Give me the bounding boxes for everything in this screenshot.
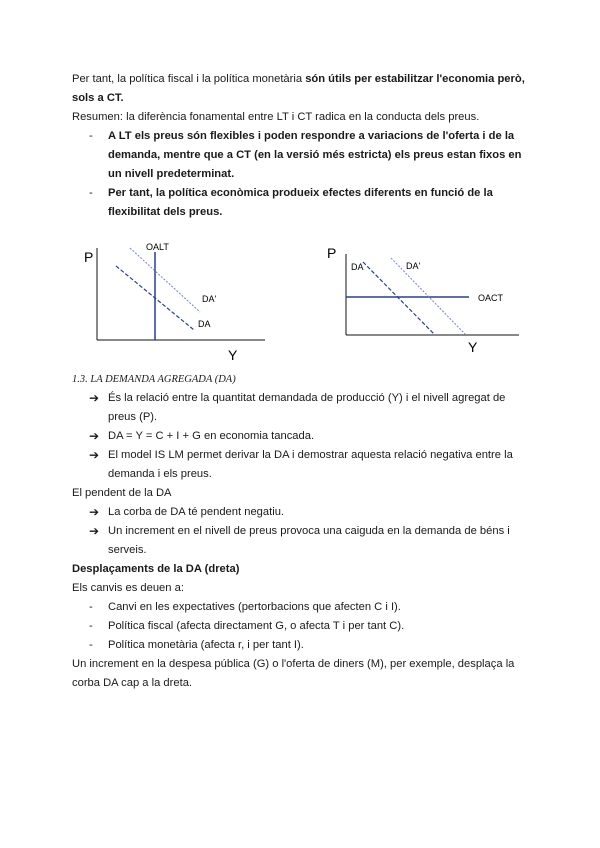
y-axis-label: P bbox=[84, 249, 94, 265]
x-axis-label: Y bbox=[468, 339, 478, 355]
supply-label: OACT bbox=[478, 293, 504, 303]
causes-intro: Els canvis es deuen a: bbox=[72, 582, 184, 594]
slope-heading: El pendent de la DA bbox=[72, 487, 172, 499]
list-item: ➔ La corba de DA té pendent negatiu. bbox=[72, 503, 532, 522]
closing-paragraph: Un increment en la despesa pública (G) o l'oferta de diners (M), per exemple, desplaça la corba DA cap a la dreta. bbox=[72, 658, 515, 689]
list-item: ➔ DA = Y = C + I + G en economia tancada. bbox=[72, 427, 532, 446]
curve-da-shifted-label: DA' bbox=[202, 294, 217, 304]
list-item: - Política monetària (afecta r, i per tant I). bbox=[72, 636, 532, 655]
graph-short-term bbox=[327, 240, 532, 368]
arrow-right-icon: ➔ bbox=[89, 524, 100, 538]
section-title: 1.3. LA DEMANDA AGREGADA (DA) bbox=[72, 374, 236, 385]
document-page bbox=[72, 70, 532, 693]
list-item: - Per tant, la política econòmica produeix efectes diferents en funció de la flexibilitat dels preus. bbox=[72, 184, 532, 222]
arrow-right-icon: ➔ bbox=[89, 448, 100, 462]
curve-da-shifted bbox=[130, 248, 200, 312]
graphs-row bbox=[72, 240, 532, 368]
curve-da-shifted-label: DA' bbox=[406, 261, 421, 271]
list-item: - A LT els preus són flexibles i poden respondre a variacions de l'oferta i de la demanda, mentre que a CT (en la versió més estricta) els preus estan fixos en un nivell predeterminat. bbox=[72, 127, 532, 184]
curve-da bbox=[363, 262, 435, 335]
summary-paragraph: Resumen: la diferència fonamental entre LT i CT radica en la conducta dels preus. bbox=[72, 111, 480, 123]
curve-da-label: DA bbox=[198, 319, 211, 329]
shift-heading: Desplaçaments de la DA (dreta) bbox=[72, 563, 240, 575]
causes-list bbox=[72, 598, 532, 655]
summary-bullets bbox=[72, 127, 532, 222]
definition-list bbox=[72, 389, 532, 484]
curve-da-label: DA bbox=[351, 262, 364, 272]
list-item: ➔ El model IS LM permet derivar la DA i demostrar aquesta relació negativa entre la demanda i els preus. bbox=[89, 448, 513, 480]
list-item: ➔ Un increment en el nivell de preus provoca una caiguda en la demanda de béns i serveis. bbox=[89, 524, 510, 556]
slope-list bbox=[72, 503, 532, 560]
intro-paragraph: Per tant, la política fiscal i la política monetària són útils per estabilitzar l'economia però, sols a CT. bbox=[72, 73, 525, 104]
y-axis-label: P bbox=[327, 245, 337, 261]
list-item: - Canvi en les expectatives (pertorbacions que afecten C i I). bbox=[72, 598, 532, 617]
list-item: - Política fiscal (afecta directament G, o afecta T i per tant C). bbox=[72, 617, 532, 636]
graph-long-term bbox=[72, 240, 272, 368]
arrow-right-icon: ➔ bbox=[89, 429, 100, 443]
arrow-right-icon: ➔ bbox=[89, 505, 100, 519]
curve-da-shifted bbox=[391, 258, 465, 334]
supply-label: OALT bbox=[146, 242, 169, 252]
x-axis-label: Y bbox=[228, 347, 238, 363]
list-item: ➔ És la relació entre la quantitat demandada de producció (Y) i el nivell agregat de preus (P). bbox=[89, 391, 506, 423]
arrow-right-icon: ➔ bbox=[89, 391, 100, 405]
